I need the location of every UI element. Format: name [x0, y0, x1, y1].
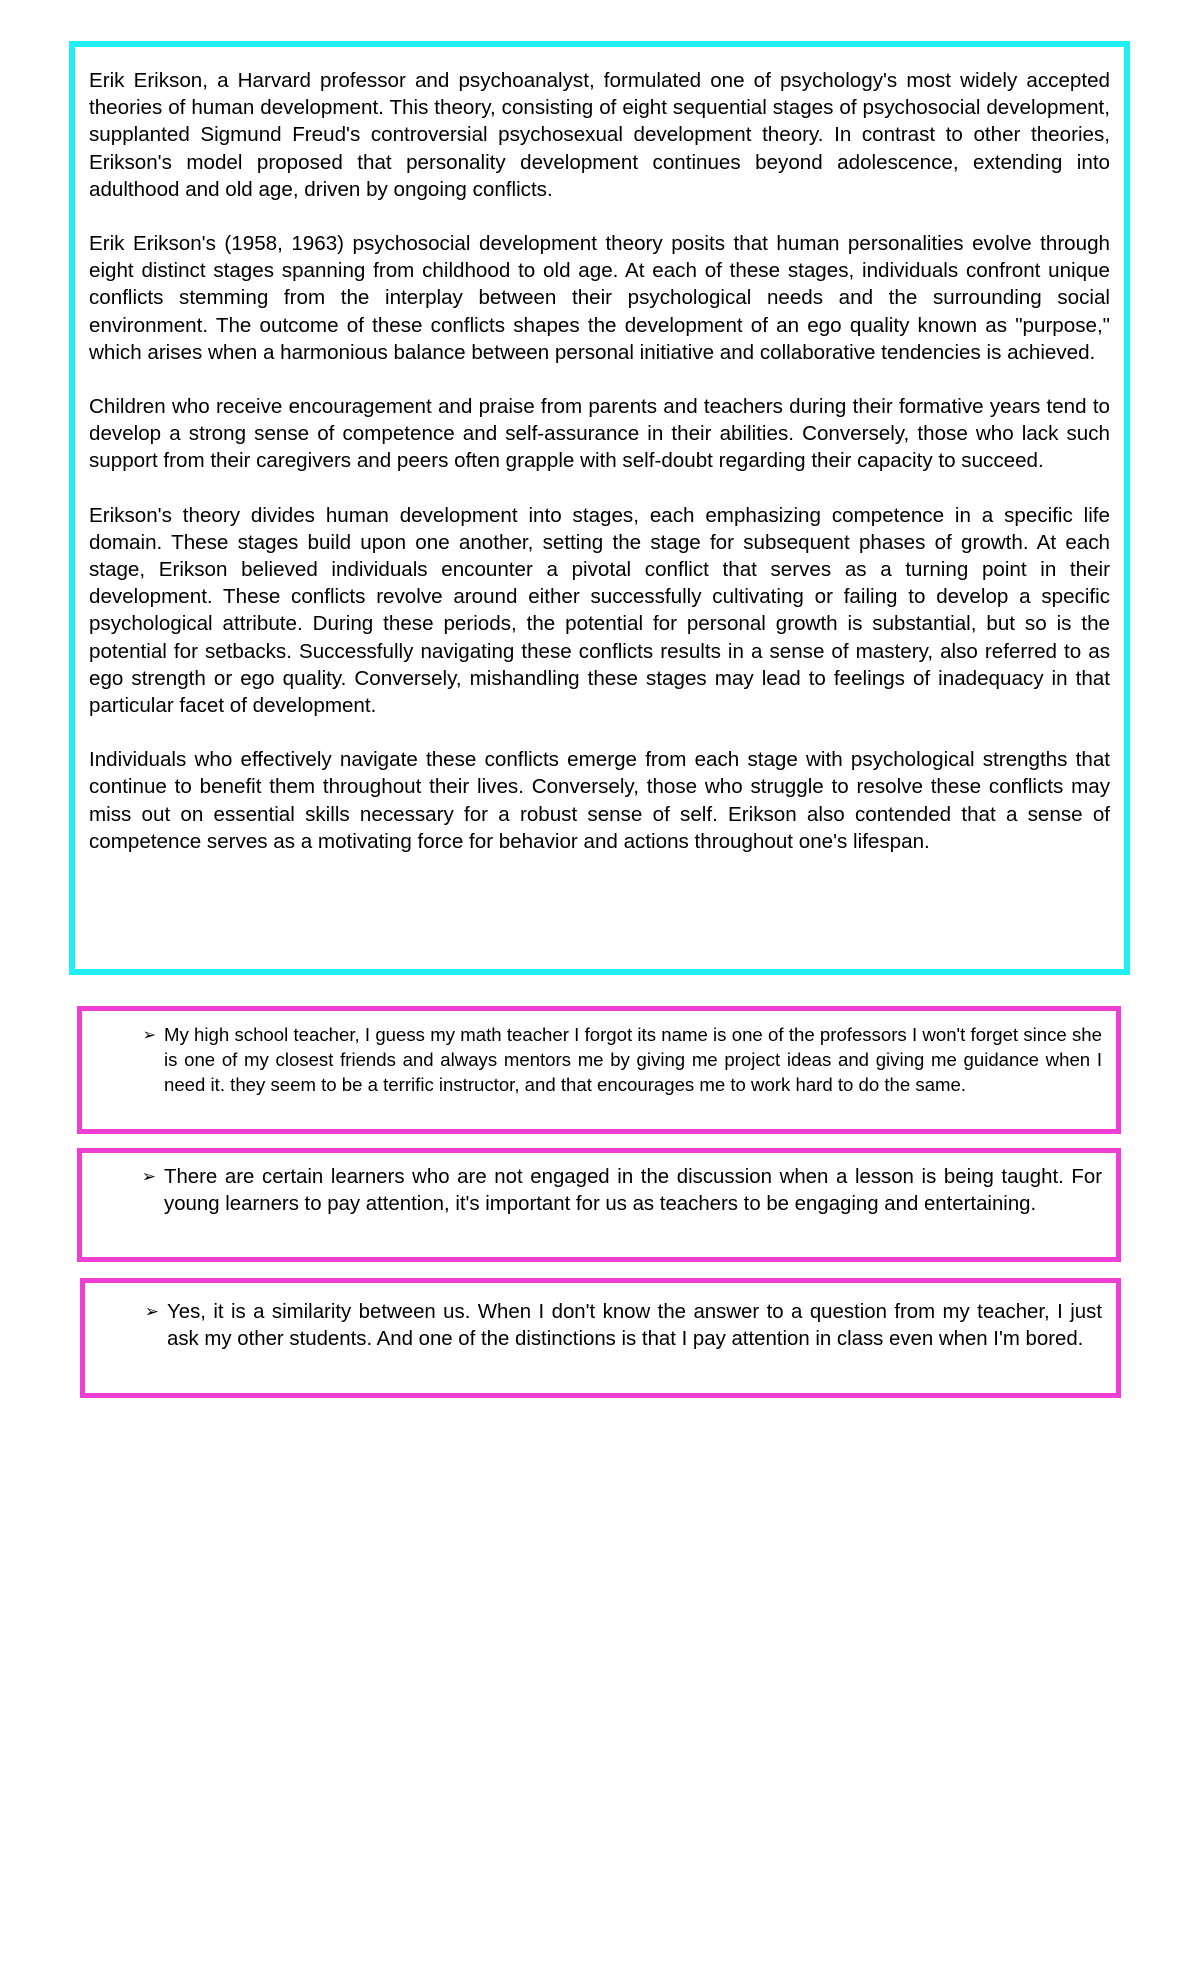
arrowhead-bullet-icon: ➢ — [142, 1025, 156, 1044]
arrowhead-bullet-icon: ➢ — [144, 1302, 159, 1322]
bullet-box-similarity — [80, 1278, 1121, 1398]
bullet-box-learners — [77, 1148, 1121, 1262]
erikson-theory-box — [69, 41, 1130, 975]
arrowhead-bullet-icon: ➢ — [141, 1167, 156, 1187]
bullet-item — [85, 1299, 1102, 1354]
paragraph-stage-conflicts: Erikson's theory divides human development into stages, each emphasizing competence in a specific life domain. These stages build upon one another, setting the stage for subsequent phases of growth. At each stage, Erikson believed individuals encounter a pivotal conflict that serves as a turning point in their development. These conflicts revolve around either successfully cultivating or failing to develop a specific psychological attribute. During these periods, the potential for personal growth is substantial, but so is the potential for setbacks. Successfully navigating these conflicts results in a sense of mastery, also referred to as ego strength or ego quality. Conversely, mishandling these stages may lead to feelings of inadequacy in that particular facet of development. — [89, 503, 1110, 718]
bullet-text-similarity: Yes, it is a similarity between us. When I don't know the answer to a question from my teacher, I just ask my other students. And one of the distinctions is that I pay attention in class even when I'm bored. — [167, 1301, 1102, 1351]
paragraph-encouragement: Children who receive encouragement and praise from parents and teachers during their formative years tend to develop a strong sense of competence and self-assurance in their abilities. Conversely, those who lack such support from their caregivers and peers often grapple with self-doubt regarding their capacity to succeed. — [89, 395, 1110, 473]
paragraph-psychosocial-stages: Erik Erikson's (1958, 1963) psychosocial development theory posits that human personalities evolve through eight distinct stages spanning from childhood to old age. At each of these stages, individuals confront unique conflicts stemming from the interplay between their psychological needs and the surrounding social environment. The outcome of these conflicts shapes the development of an ego quality known as "purpose," which arises when a harmonious balance between personal initiative and collaborative tendencies is achieved. — [89, 232, 1110, 364]
bullet-text-learners: There are certain learners who are not engaged in the discussion when a lesson is being taught. For young learners to pay attention, it's important for us as teachers to be engaging and entertaining. — [164, 1166, 1102, 1216]
bullet-text-teacher: My high school teacher, I guess my math teacher I forgot its name is one of the professors I won't forget since she is one of my closest friends and always mentors me by giving me project ideas and giving me guidance when I need it. they seem to be a terrific instructor, and that encourages me to work hard to do the same. — [164, 1024, 1102, 1095]
bullet-item — [82, 1164, 1102, 1219]
paragraph-psychological-strengths: Individuals who effectively navigate these conflicts emerge from each stage with psychological strengths that continue to benefit them throughout their lives. Conversely, those who struggle to resolve these conflicts may miss out on essential skills necessary for a robust sense of self. Erikson also contended that a sense of competence serves as a motivating force for behavior and actions throughout one's lifespan. — [89, 748, 1110, 853]
paragraph-erikson-intro: Erik Erikson, a Harvard professor and psychoanalyst, formulated one of psychology's most widely accepted theories of human development. This theory, consisting of eight sequential stages of psychosocial development, supplanted Sigmund Freud's controversial psychosexual development theory. In contrast to other theories, Erikson's model proposed that personality development continues beyond adolescence, extending into adulthood and old age, driven by ongoing conflicts. — [89, 69, 1110, 201]
bullet-box-teacher — [77, 1006, 1121, 1134]
bullet-item — [82, 1022, 1102, 1097]
